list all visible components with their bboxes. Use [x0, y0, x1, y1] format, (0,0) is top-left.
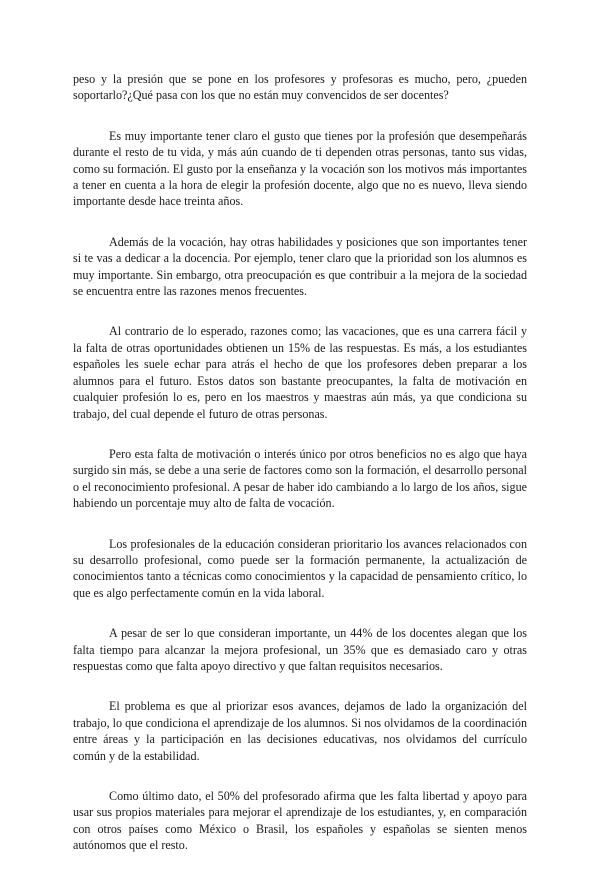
paragraph-1: peso y la presión que se pone en los profesores y profesoras es mucho, pero, ¿pueden soportarlo?¿Qué pasa con los que no están muy convencidos de ser docentes? [73, 72, 527, 103]
paragraph-9: Como último dato, el 50% del profesorado afirma que les falta libertad y apoyo para usar sus propios materiales para mejorar el aprendizaje de los estudiantes, y, en comparación con otros países como México o Brasil, los españoles y españolas se sienten menos autónomos que el resto. [73, 789, 527, 853]
paragraph-7: A pesar de ser lo que consideran importante, un 44% de los docentes alegan que los falta tiempo para alcanzar la mejora profesional, un 35% que es demasiado caro y otras respuestas como que falta apoyo directivo y que faltan requisitos necesarios. [73, 626, 527, 673]
paragraph-5: Pero esta falta de motivación o interés único por otros beneficios no es algo que haya surgido sin más, se debe a una serie de factores como son la formación, el desarrollo personal o el reconocimiento profesional. A pesar de haber ido cambiando a lo largo de los años, sigue habiendo un porcentaje muy alto de falta de vocación. [73, 446, 527, 511]
paragraph-6: Los profesionales de la educación consideran prioritario los avances relacionados con su desarrollo profesional, como puede ser la formación permanente, la actualización de conocimientos tanto a técnicas como conocimientos y la capacidad de pensamiento crítico, lo que es algo perfectamente común en la vida laboral. [73, 536, 527, 600]
paragraph-8: El problema es que al priorizar esos avances, dejamos de lado la organización del trabajo, lo que condiciona el aprendizaje de los alumnos. Si nos olvidamos de la coordinación entre áreas y la participación en las decisiones educativas, nos olvidamos del currículo común y de la estabilidad. [73, 699, 527, 763]
paragraph-3: Además de la vocación, hay otras habilidades y posiciones que son importantes tener si te vas a dedicar a la docencia. Por ejemplo, tener claro que la prioridad son los alumnos es muy importante. Sin embargo, otra preocupación es que contribuir a la mejora de la sociedad se encuentra entre las razones menos frecuentes. [73, 234, 527, 299]
paragraph-4: Al contrario de lo esperado, razones como; las vacaciones, que es una carrera fácil y la falta de otras oportunidades obtienen un 15% de las respuestas. Es más, a los estudiantes españoles les suele echar para atrás el hecho de que los profesores deben preparar a los alumnos para el futuro. Estos datos son bastante preocupantes, la falta de motivación en cualquier profesión lo es, pero en los maestros y maestras aún más, ya que condiciona su trabajo, del cual depende el futuro de otras personas. [73, 324, 527, 421]
document-body [73, 71, 527, 878]
paragraph-2: Es muy importante tener claro el gusto que tienes por la profesión que desempeñarás durante el resto de tu vida, y más aún cuando de ti dependen otras personas, tanto sus vidas, como su formación. El gusto por la enseñanza y la vocación son los motivos más importantes a tener en cuenta a la hora de elegir la profesión docente, algo que no es nuevo, lleva siendo importante desde hace treinta años. [73, 128, 527, 209]
